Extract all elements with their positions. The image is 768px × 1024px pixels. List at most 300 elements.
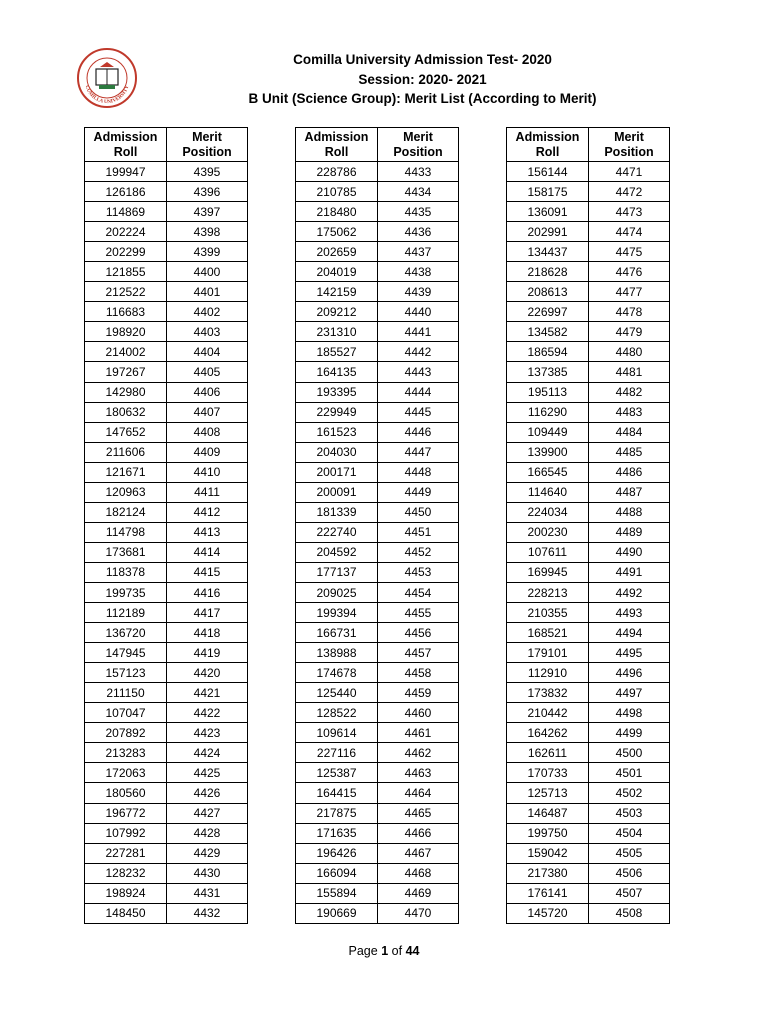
university-seal-icon	[76, 47, 138, 109]
admission-roll-cell: 107992	[85, 823, 167, 843]
admission-roll-cell: 207892	[85, 723, 167, 743]
table-row	[85, 603, 248, 623]
admission-roll-cell: 136091	[507, 202, 589, 222]
merit-position-cell: 4479	[589, 322, 670, 342]
table-row	[85, 222, 248, 242]
table-row	[296, 202, 459, 222]
admission-roll-cell: 200091	[296, 482, 378, 502]
table-row	[85, 703, 248, 723]
admission-roll-cell: 107047	[85, 703, 167, 723]
column-header-merit-position: Merit Position	[167, 128, 248, 162]
admission-roll-cell: 217875	[296, 803, 378, 823]
table-row	[507, 462, 670, 482]
admission-roll-cell: 128232	[85, 863, 167, 883]
table-row	[507, 542, 670, 562]
table-row	[296, 362, 459, 382]
merit-position-cell: 4424	[167, 743, 248, 763]
admission-roll-cell: 196772	[85, 803, 167, 823]
merit-position-cell: 4455	[378, 603, 459, 623]
table-row	[85, 262, 248, 282]
table-row	[507, 883, 670, 903]
merit-position-cell: 4404	[167, 342, 248, 362]
column-header-merit-position: Merit Position	[589, 128, 670, 162]
admission-roll-cell: 190669	[296, 903, 378, 923]
merit-position-cell: 4416	[167, 582, 248, 602]
table-row	[507, 162, 670, 182]
merit-position-cell: 4501	[589, 763, 670, 783]
table-row	[85, 502, 248, 522]
table-row	[296, 382, 459, 402]
admission-roll-cell: 114869	[85, 202, 167, 222]
admission-roll-cell: 226997	[507, 302, 589, 322]
admission-roll-cell: 198920	[85, 322, 167, 342]
merit-position-cell: 4446	[378, 422, 459, 442]
admission-roll-cell: 147652	[85, 422, 167, 442]
table-row	[85, 783, 248, 803]
admission-roll-cell: 213283	[85, 743, 167, 763]
admission-roll-cell: 204592	[296, 542, 378, 562]
admission-roll-cell: 197267	[85, 362, 167, 382]
admission-roll-cell: 222740	[296, 522, 378, 542]
column-header-admission-roll: Admission Roll	[296, 128, 378, 162]
merit-position-cell: 4495	[589, 643, 670, 663]
merit-position-cell: 4483	[589, 402, 670, 422]
admission-roll-cell: 224034	[507, 502, 589, 522]
admission-roll-cell: 155894	[296, 883, 378, 903]
column-header-merit-position: Merit Position	[378, 128, 459, 162]
table-row	[85, 362, 248, 382]
merit-position-cell: 4496	[589, 663, 670, 683]
merit-position-cell: 4481	[589, 362, 670, 382]
merit-position-cell: 4426	[167, 783, 248, 803]
merit-position-cell: 4405	[167, 362, 248, 382]
table-row	[507, 282, 670, 302]
admission-roll-cell: 196426	[296, 843, 378, 863]
table-row	[507, 262, 670, 282]
table-row	[507, 422, 670, 442]
document-header	[230, 50, 615, 109]
merit-position-cell: 4436	[378, 222, 459, 242]
table-row	[85, 342, 248, 362]
admission-roll-cell: 218480	[296, 202, 378, 222]
merit-position-cell: 4438	[378, 262, 459, 282]
merit-position-cell: 4413	[167, 522, 248, 542]
admission-roll-cell: 210442	[507, 703, 589, 723]
merit-position-cell: 4407	[167, 402, 248, 422]
table-row	[85, 382, 248, 402]
table-row	[296, 683, 459, 703]
admission-roll-cell: 227281	[85, 843, 167, 863]
admission-roll-cell: 204030	[296, 442, 378, 462]
admission-roll-cell: 176141	[507, 883, 589, 903]
table-row	[296, 703, 459, 723]
admission-roll-cell: 177137	[296, 562, 378, 582]
merit-position-cell: 4430	[167, 863, 248, 883]
merit-position-cell: 4457	[378, 643, 459, 663]
table-row	[85, 763, 248, 783]
table-row	[296, 422, 459, 442]
merit-position-cell: 4420	[167, 663, 248, 683]
admission-roll-cell: 164262	[507, 723, 589, 743]
table-row	[85, 863, 248, 883]
table-row	[296, 743, 459, 763]
merit-position-cell: 4468	[378, 863, 459, 883]
admission-roll-cell: 159042	[507, 843, 589, 863]
header-session: Session: 2020- 2021	[358, 71, 487, 87]
admission-roll-cell: 229949	[296, 402, 378, 422]
merit-position-cell: 4471	[589, 162, 670, 182]
merit-position-cell: 4447	[378, 442, 459, 462]
admission-roll-cell: 218628	[507, 262, 589, 282]
table-row	[507, 342, 670, 362]
admission-roll-cell: 200171	[296, 462, 378, 482]
merit-position-cell: 4399	[167, 242, 248, 262]
admission-roll-cell: 116683	[85, 302, 167, 322]
merit-table-3	[506, 127, 670, 924]
admission-roll-cell: 138988	[296, 643, 378, 663]
table-row	[85, 803, 248, 823]
admission-roll-cell: 164415	[296, 783, 378, 803]
table-row	[85, 582, 248, 602]
merit-position-cell: 4477	[589, 282, 670, 302]
merit-position-cell: 4458	[378, 663, 459, 683]
merit-position-cell: 4414	[167, 542, 248, 562]
table-row	[507, 242, 670, 262]
merit-position-cell: 4442	[378, 342, 459, 362]
column-header-admission-roll: Admission Roll	[85, 128, 167, 162]
admission-roll-cell: 199394	[296, 603, 378, 623]
merit-position-cell: 4487	[589, 482, 670, 502]
admission-roll-cell: 137385	[507, 362, 589, 382]
admission-roll-cell: 118378	[85, 562, 167, 582]
table-row	[507, 903, 670, 923]
table-row	[507, 482, 670, 502]
merit-position-cell: 4433	[378, 162, 459, 182]
merit-position-cell: 4498	[589, 703, 670, 723]
merit-position-cell: 4400	[167, 262, 248, 282]
admission-roll-cell: 182124	[85, 502, 167, 522]
merit-position-cell: 4431	[167, 883, 248, 903]
admission-roll-cell: 166094	[296, 863, 378, 883]
admission-roll-cell: 166731	[296, 623, 378, 643]
table-row	[85, 422, 248, 442]
table-row	[85, 542, 248, 562]
table-row	[507, 743, 670, 763]
table-row	[507, 442, 670, 462]
merit-position-cell: 4488	[589, 502, 670, 522]
table-row	[85, 723, 248, 743]
merit-position-cell: 4425	[167, 763, 248, 783]
merit-position-cell: 4484	[589, 422, 670, 442]
table-row	[507, 603, 670, 623]
merit-position-cell: 4452	[378, 542, 459, 562]
table-row	[296, 843, 459, 863]
table-row	[85, 823, 248, 843]
table-row	[85, 663, 248, 683]
merit-position-cell: 4456	[378, 623, 459, 643]
merit-position-cell: 4432	[167, 903, 248, 923]
table-row	[296, 522, 459, 542]
table-row	[296, 623, 459, 643]
admission-roll-cell: 209025	[296, 582, 378, 602]
admission-roll-cell: 171635	[296, 823, 378, 843]
admission-roll-cell: 156144	[507, 162, 589, 182]
admission-roll-cell: 136720	[85, 623, 167, 643]
admission-roll-cell: 128522	[296, 703, 378, 723]
table-row	[507, 362, 670, 382]
admission-roll-cell: 142159	[296, 282, 378, 302]
admission-roll-cell: 181339	[296, 502, 378, 522]
admission-roll-cell: 112910	[507, 663, 589, 683]
table-row	[507, 623, 670, 643]
table-row	[296, 863, 459, 883]
admission-roll-cell: 209212	[296, 302, 378, 322]
table-row	[507, 562, 670, 582]
table-row	[85, 242, 248, 262]
merit-position-cell: 4448	[378, 462, 459, 482]
table-row	[507, 723, 670, 743]
admission-roll-cell: 139900	[507, 442, 589, 462]
admission-roll-cell: 157123	[85, 663, 167, 683]
merit-position-cell: 4403	[167, 322, 248, 342]
merit-position-cell: 4502	[589, 783, 670, 803]
admission-roll-cell: 148450	[85, 903, 167, 923]
merit-position-cell: 4490	[589, 542, 670, 562]
table-row	[296, 342, 459, 362]
merit-position-cell: 4462	[378, 743, 459, 763]
table-row	[85, 903, 248, 923]
merit-position-cell: 4482	[589, 382, 670, 402]
table-row	[296, 803, 459, 823]
table-row	[507, 783, 670, 803]
admission-roll-cell: 169945	[507, 562, 589, 582]
admission-roll-cell: 180560	[85, 783, 167, 803]
merit-position-cell: 4396	[167, 182, 248, 202]
table-row	[296, 582, 459, 602]
merit-position-cell: 4445	[378, 402, 459, 422]
merit-position-cell: 4474	[589, 222, 670, 242]
merit-position-cell: 4454	[378, 582, 459, 602]
svg-text:CUMILLA UNIVERSITY: CUMILLA UNIVERSITY	[83, 84, 131, 106]
admission-roll-cell: 134582	[507, 322, 589, 342]
table-row	[296, 562, 459, 582]
merit-position-cell: 4440	[378, 302, 459, 322]
merit-position-cell: 4465	[378, 803, 459, 823]
merit-position-cell: 4504	[589, 823, 670, 843]
merit-position-cell: 4419	[167, 643, 248, 663]
table-row	[296, 723, 459, 743]
table-row	[507, 502, 670, 522]
merit-position-cell: 4406	[167, 382, 248, 402]
admission-roll-cell: 204019	[296, 262, 378, 282]
merit-position-cell: 4506	[589, 863, 670, 883]
table-row	[296, 883, 459, 903]
admission-roll-cell: 109449	[507, 422, 589, 442]
column-header-admission-roll: Admission Roll	[507, 128, 589, 162]
admission-roll-cell: 202991	[507, 222, 589, 242]
merit-position-cell: 4463	[378, 763, 459, 783]
admission-roll-cell: 199750	[507, 823, 589, 843]
admission-roll-cell: 107611	[507, 542, 589, 562]
merit-position-cell: 4460	[378, 703, 459, 723]
merit-position-cell: 4411	[167, 482, 248, 502]
table-row	[85, 282, 248, 302]
admission-roll-cell: 120963	[85, 482, 167, 502]
merit-position-cell: 4464	[378, 783, 459, 803]
merit-position-cell: 4505	[589, 843, 670, 863]
admission-roll-cell: 202224	[85, 222, 167, 242]
table-row	[296, 242, 459, 262]
table-row	[85, 402, 248, 422]
merit-position-cell: 4461	[378, 723, 459, 743]
admission-roll-cell: 202299	[85, 242, 167, 262]
merit-position-cell: 4497	[589, 683, 670, 703]
merit-position-cell: 4397	[167, 202, 248, 222]
merit-position-cell: 4408	[167, 422, 248, 442]
merit-table-1	[84, 127, 248, 924]
merit-position-cell: 4422	[167, 703, 248, 723]
merit-position-cell: 4475	[589, 242, 670, 262]
table-row	[507, 803, 670, 823]
admission-roll-cell: 112189	[85, 603, 167, 623]
table-row	[507, 703, 670, 723]
admission-roll-cell: 195113	[507, 382, 589, 402]
table-row	[85, 522, 248, 542]
admission-roll-cell: 193395	[296, 382, 378, 402]
table-row	[507, 823, 670, 843]
table-row	[85, 302, 248, 322]
admission-roll-cell: 114798	[85, 522, 167, 542]
admission-roll-cell: 217380	[507, 863, 589, 883]
admission-roll-cell: 198924	[85, 883, 167, 903]
table-row	[507, 643, 670, 663]
admission-roll-cell: 173681	[85, 542, 167, 562]
table-row	[296, 402, 459, 422]
merit-position-cell: 4492	[589, 582, 670, 602]
table-row	[507, 863, 670, 883]
merit-position-cell: 4417	[167, 603, 248, 623]
admission-roll-cell: 125713	[507, 783, 589, 803]
merit-position-cell: 4472	[589, 182, 670, 202]
header-title: Comilla University Admission Test- 2020	[293, 52, 552, 67]
admission-roll-cell: 211150	[85, 683, 167, 703]
table-row	[296, 482, 459, 502]
table-row	[296, 262, 459, 282]
merit-position-cell: 4489	[589, 522, 670, 542]
table-row	[296, 222, 459, 242]
admission-roll-cell: 168521	[507, 623, 589, 643]
merit-position-cell: 4494	[589, 623, 670, 643]
admission-roll-cell: 166545	[507, 462, 589, 482]
merit-position-cell: 4467	[378, 843, 459, 863]
admission-roll-cell: 172063	[85, 763, 167, 783]
merit-position-cell: 4449	[378, 482, 459, 502]
admission-roll-cell: 134437	[507, 242, 589, 262]
table-row	[507, 763, 670, 783]
admission-roll-cell: 174678	[296, 663, 378, 683]
table-row	[507, 843, 670, 863]
table-row	[85, 202, 248, 222]
merit-position-cell: 4421	[167, 683, 248, 703]
merit-position-cell: 4473	[589, 202, 670, 222]
table-row	[507, 683, 670, 703]
table-row	[507, 522, 670, 542]
merit-position-cell: 4398	[167, 222, 248, 242]
table-row	[296, 282, 459, 302]
table-row	[296, 663, 459, 683]
table-row	[507, 182, 670, 202]
admission-roll-cell: 228213	[507, 582, 589, 602]
table-row	[296, 823, 459, 843]
merit-position-cell: 4453	[378, 562, 459, 582]
admission-roll-cell: 164135	[296, 362, 378, 382]
merit-position-cell: 4508	[589, 903, 670, 923]
merit-position-cell: 4493	[589, 603, 670, 623]
admission-roll-cell: 114640	[507, 482, 589, 502]
table-row	[296, 322, 459, 342]
table-row	[85, 743, 248, 763]
admission-roll-cell: 145720	[507, 903, 589, 923]
table-row	[507, 382, 670, 402]
admission-roll-cell: 179101	[507, 643, 589, 663]
table-row	[85, 162, 248, 182]
admission-roll-cell: 185527	[296, 342, 378, 362]
merit-position-cell: 4409	[167, 442, 248, 462]
table-row	[507, 402, 670, 422]
admission-roll-cell: 208613	[507, 282, 589, 302]
merit-position-cell: 4418	[167, 623, 248, 643]
table-row	[296, 783, 459, 803]
merit-position-cell: 4402	[167, 302, 248, 322]
table-row	[507, 663, 670, 683]
admission-roll-cell: 212522	[85, 282, 167, 302]
admission-roll-cell: 231310	[296, 322, 378, 342]
admission-roll-cell: 214002	[85, 342, 167, 362]
table-row	[85, 623, 248, 643]
merit-position-cell: 4450	[378, 502, 459, 522]
merit-position-cell: 4486	[589, 462, 670, 482]
admission-roll-cell: 180632	[85, 402, 167, 422]
header-unit: B Unit (Science Group): Merit List (According to Merit)	[248, 91, 597, 106]
merit-position-cell: 4437	[378, 242, 459, 262]
merit-position-cell: 4428	[167, 823, 248, 843]
merit-position-cell: 4415	[167, 562, 248, 582]
table-row	[296, 182, 459, 202]
merit-position-cell: 4412	[167, 502, 248, 522]
merit-position-cell: 4485	[589, 442, 670, 462]
admission-roll-cell: 199947	[85, 162, 167, 182]
admission-roll-cell: 228786	[296, 162, 378, 182]
admission-roll-cell: 173832	[507, 683, 589, 703]
admission-roll-cell: 158175	[507, 182, 589, 202]
merit-position-cell: 4423	[167, 723, 248, 743]
table-row	[507, 322, 670, 342]
merit-position-cell: 4499	[589, 723, 670, 743]
table-row	[85, 683, 248, 703]
table-row	[296, 903, 459, 923]
merit-position-cell: 4466	[378, 823, 459, 843]
admission-roll-cell: 121671	[85, 462, 167, 482]
admission-roll-cell: 121855	[85, 262, 167, 282]
admission-roll-cell: 186594	[507, 342, 589, 362]
merit-position-cell: 4470	[378, 903, 459, 923]
admission-roll-cell: 200230	[507, 522, 589, 542]
table-row	[296, 763, 459, 783]
merit-position-cell: 4434	[378, 182, 459, 202]
admission-roll-cell: 116290	[507, 402, 589, 422]
merit-position-cell: 4491	[589, 562, 670, 582]
admission-roll-cell: 227116	[296, 743, 378, 763]
